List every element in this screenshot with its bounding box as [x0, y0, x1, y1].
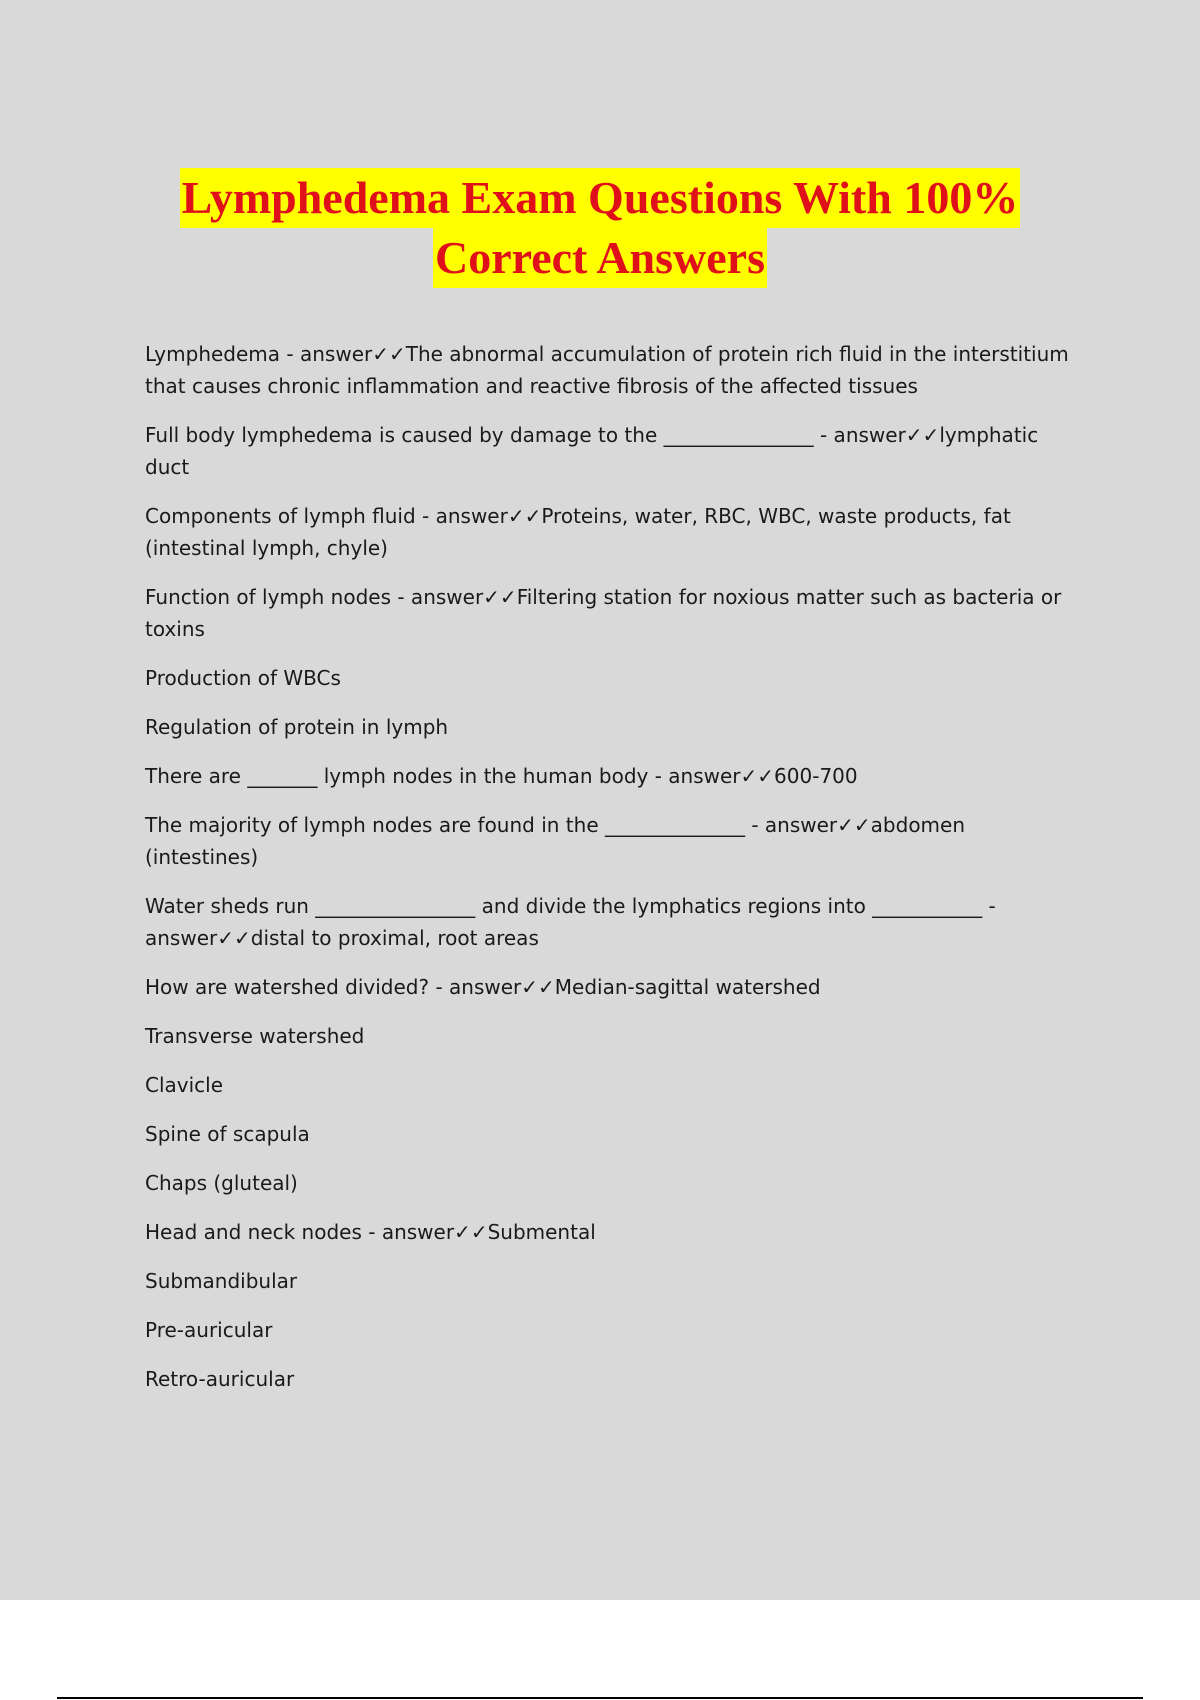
title-line-2: Correct Answers [433, 228, 767, 288]
qa-item [145, 971, 1075, 1003]
answer-text: Proteins, water, RBC, WBC, waste products, fat (intestinal lymph, chyle) [145, 504, 1011, 560]
footer-divider [57, 1697, 1143, 1699]
answer-separator: - answer✓✓ [744, 813, 871, 837]
answer-separator: - answer✓✓ [361, 1220, 488, 1244]
answer-separator: - answer✓✓ [280, 342, 406, 366]
answer-text: Median-sagittal watershed [554, 975, 821, 999]
list-item: Regulation of protein in lymph [145, 715, 449, 739]
question-text: There are _______ lymph nodes in the human body [145, 764, 649, 788]
answer-separator: - answer✓✓ [429, 975, 555, 999]
answer-separator: - answer✓✓ [813, 423, 940, 447]
qa-item [145, 419, 1075, 483]
list-item: Retro-auricular [145, 1367, 295, 1391]
list-item: Submandibular [145, 1269, 298, 1293]
answer-separator: - answer✓✓ [145, 894, 996, 950]
qa-item [145, 338, 1075, 402]
title-line-1: Lymphedema Exam Questions With 100% [180, 168, 1021, 228]
answer-text: distal to proximal, root areas [250, 926, 539, 950]
list-item: Chaps (gluteal) [145, 1171, 298, 1195]
answer-text: Submental [487, 1220, 596, 1244]
qa-item [145, 760, 1075, 792]
list-item: Clavicle [145, 1073, 224, 1097]
qa-item [145, 581, 1075, 645]
question-text: Components of lymph fluid [145, 504, 416, 528]
question-text: Lymphedema [145, 342, 281, 366]
list-item: Transverse watershed [145, 1024, 365, 1048]
question-text: How are watershed divided? [145, 975, 430, 999]
question-text: The majority of lymph nodes are found in the ______________ [145, 813, 745, 837]
answer-separator: - answer✓✓ [648, 764, 775, 788]
qa-item [145, 500, 1075, 564]
answer-separator: - answer✓✓ [391, 585, 517, 609]
question-text: Head and neck nodes [145, 1220, 362, 1244]
question-text: Water sheds run ________________ and divide the lymphatics regions into ___________ [145, 894, 983, 918]
answer-text: Filtering station for noxious matter such as bacteria or toxins [145, 585, 1062, 641]
list-item: Production of WBCs [145, 666, 341, 690]
qa-item [145, 809, 1075, 873]
answer-text: The abnormal accumulation of protein rich fluid in the interstitium that causes chronic inflammation and reactive fibrosis of the affected tissues [145, 342, 1069, 398]
qa-list [145, 338, 1075, 1412]
question-text: Function of lymph nodes [145, 585, 391, 609]
qa-item [145, 890, 1075, 954]
qa-item [145, 1216, 1075, 1248]
document-title [0, 168, 1200, 288]
answer-separator: - answer✓✓ [415, 504, 542, 528]
list-item: Spine of scapula [145, 1122, 310, 1146]
answer-text: lymphatic duct [145, 423, 1039, 479]
answer-text: abdomen (intestines) [145, 813, 966, 869]
answer-text: 600-700 [774, 764, 858, 788]
question-text: Full body lymphedema is caused by damage to the _______________ [145, 423, 814, 447]
list-item: Pre-auricular [145, 1318, 273, 1342]
